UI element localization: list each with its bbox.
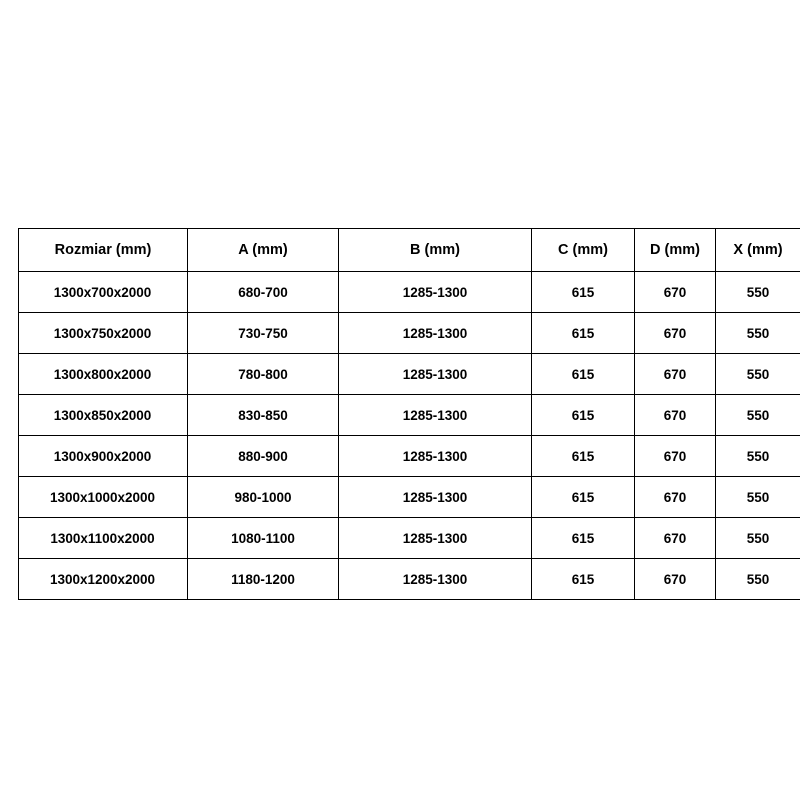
cell-c: 615 (532, 272, 635, 313)
cell-x: 550 (716, 354, 800, 395)
cell-d: 670 (635, 559, 716, 600)
cell-b: 1285-1300 (339, 436, 532, 477)
cell-x: 550 (716, 518, 800, 559)
column-header-a: A (mm) (188, 229, 339, 272)
cell-a: 980-1000 (188, 477, 339, 518)
cell-d: 670 (635, 313, 716, 354)
cell-x: 550 (716, 272, 800, 313)
cell-size: 1300x900x2000 (19, 436, 188, 477)
cell-a: 1180-1200 (188, 559, 339, 600)
cell-c: 615 (532, 559, 635, 600)
cell-b: 1285-1300 (339, 272, 532, 313)
table-row (19, 313, 800, 354)
cell-size: 1300x800x2000 (19, 354, 188, 395)
cell-b: 1285-1300 (339, 477, 532, 518)
cell-d: 670 (635, 477, 716, 518)
table-row (19, 354, 800, 395)
cell-d: 670 (635, 518, 716, 559)
cell-a: 730-750 (188, 313, 339, 354)
table-row (19, 477, 800, 518)
dimensions-table-container (18, 228, 782, 600)
cell-c: 615 (532, 477, 635, 518)
cell-a: 680-700 (188, 272, 339, 313)
cell-size: 1300x850x2000 (19, 395, 188, 436)
cell-size: 1300x1100x2000 (19, 518, 188, 559)
table-row (19, 518, 800, 559)
cell-a: 780-800 (188, 354, 339, 395)
table-row (19, 272, 800, 313)
cell-a: 830-850 (188, 395, 339, 436)
cell-c: 615 (532, 313, 635, 354)
cell-c: 615 (532, 395, 635, 436)
table-header (19, 229, 800, 272)
table-header-row (19, 229, 800, 272)
cell-x: 550 (716, 395, 800, 436)
cell-b: 1285-1300 (339, 395, 532, 436)
cell-a: 1080-1100 (188, 518, 339, 559)
cell-x: 550 (716, 436, 800, 477)
column-header-x: X (mm) (716, 229, 800, 272)
cell-x: 550 (716, 477, 800, 518)
cell-b: 1285-1300 (339, 313, 532, 354)
cell-b: 1285-1300 (339, 559, 532, 600)
table-row (19, 436, 800, 477)
table-row (19, 559, 800, 600)
cell-a: 880-900 (188, 436, 339, 477)
dimensions-table (18, 228, 800, 600)
column-header-b: B (mm) (339, 229, 532, 272)
cell-d: 670 (635, 354, 716, 395)
cell-c: 615 (532, 518, 635, 559)
cell-b: 1285-1300 (339, 354, 532, 395)
cell-size: 1300x700x2000 (19, 272, 188, 313)
cell-b: 1285-1300 (339, 518, 532, 559)
column-header-d: D (mm) (635, 229, 716, 272)
cell-x: 550 (716, 559, 800, 600)
cell-size: 1300x1000x2000 (19, 477, 188, 518)
column-header-rozmiar: Rozmiar (mm) (19, 229, 188, 272)
cell-d: 670 (635, 395, 716, 436)
cell-d: 670 (635, 272, 716, 313)
column-header-c: C (mm) (532, 229, 635, 272)
table-body (19, 272, 800, 600)
cell-size: 1300x750x2000 (19, 313, 188, 354)
cell-c: 615 (532, 354, 635, 395)
cell-d: 670 (635, 436, 716, 477)
cell-size: 1300x1200x2000 (19, 559, 188, 600)
cell-x: 550 (716, 313, 800, 354)
table-row (19, 395, 800, 436)
cell-c: 615 (532, 436, 635, 477)
